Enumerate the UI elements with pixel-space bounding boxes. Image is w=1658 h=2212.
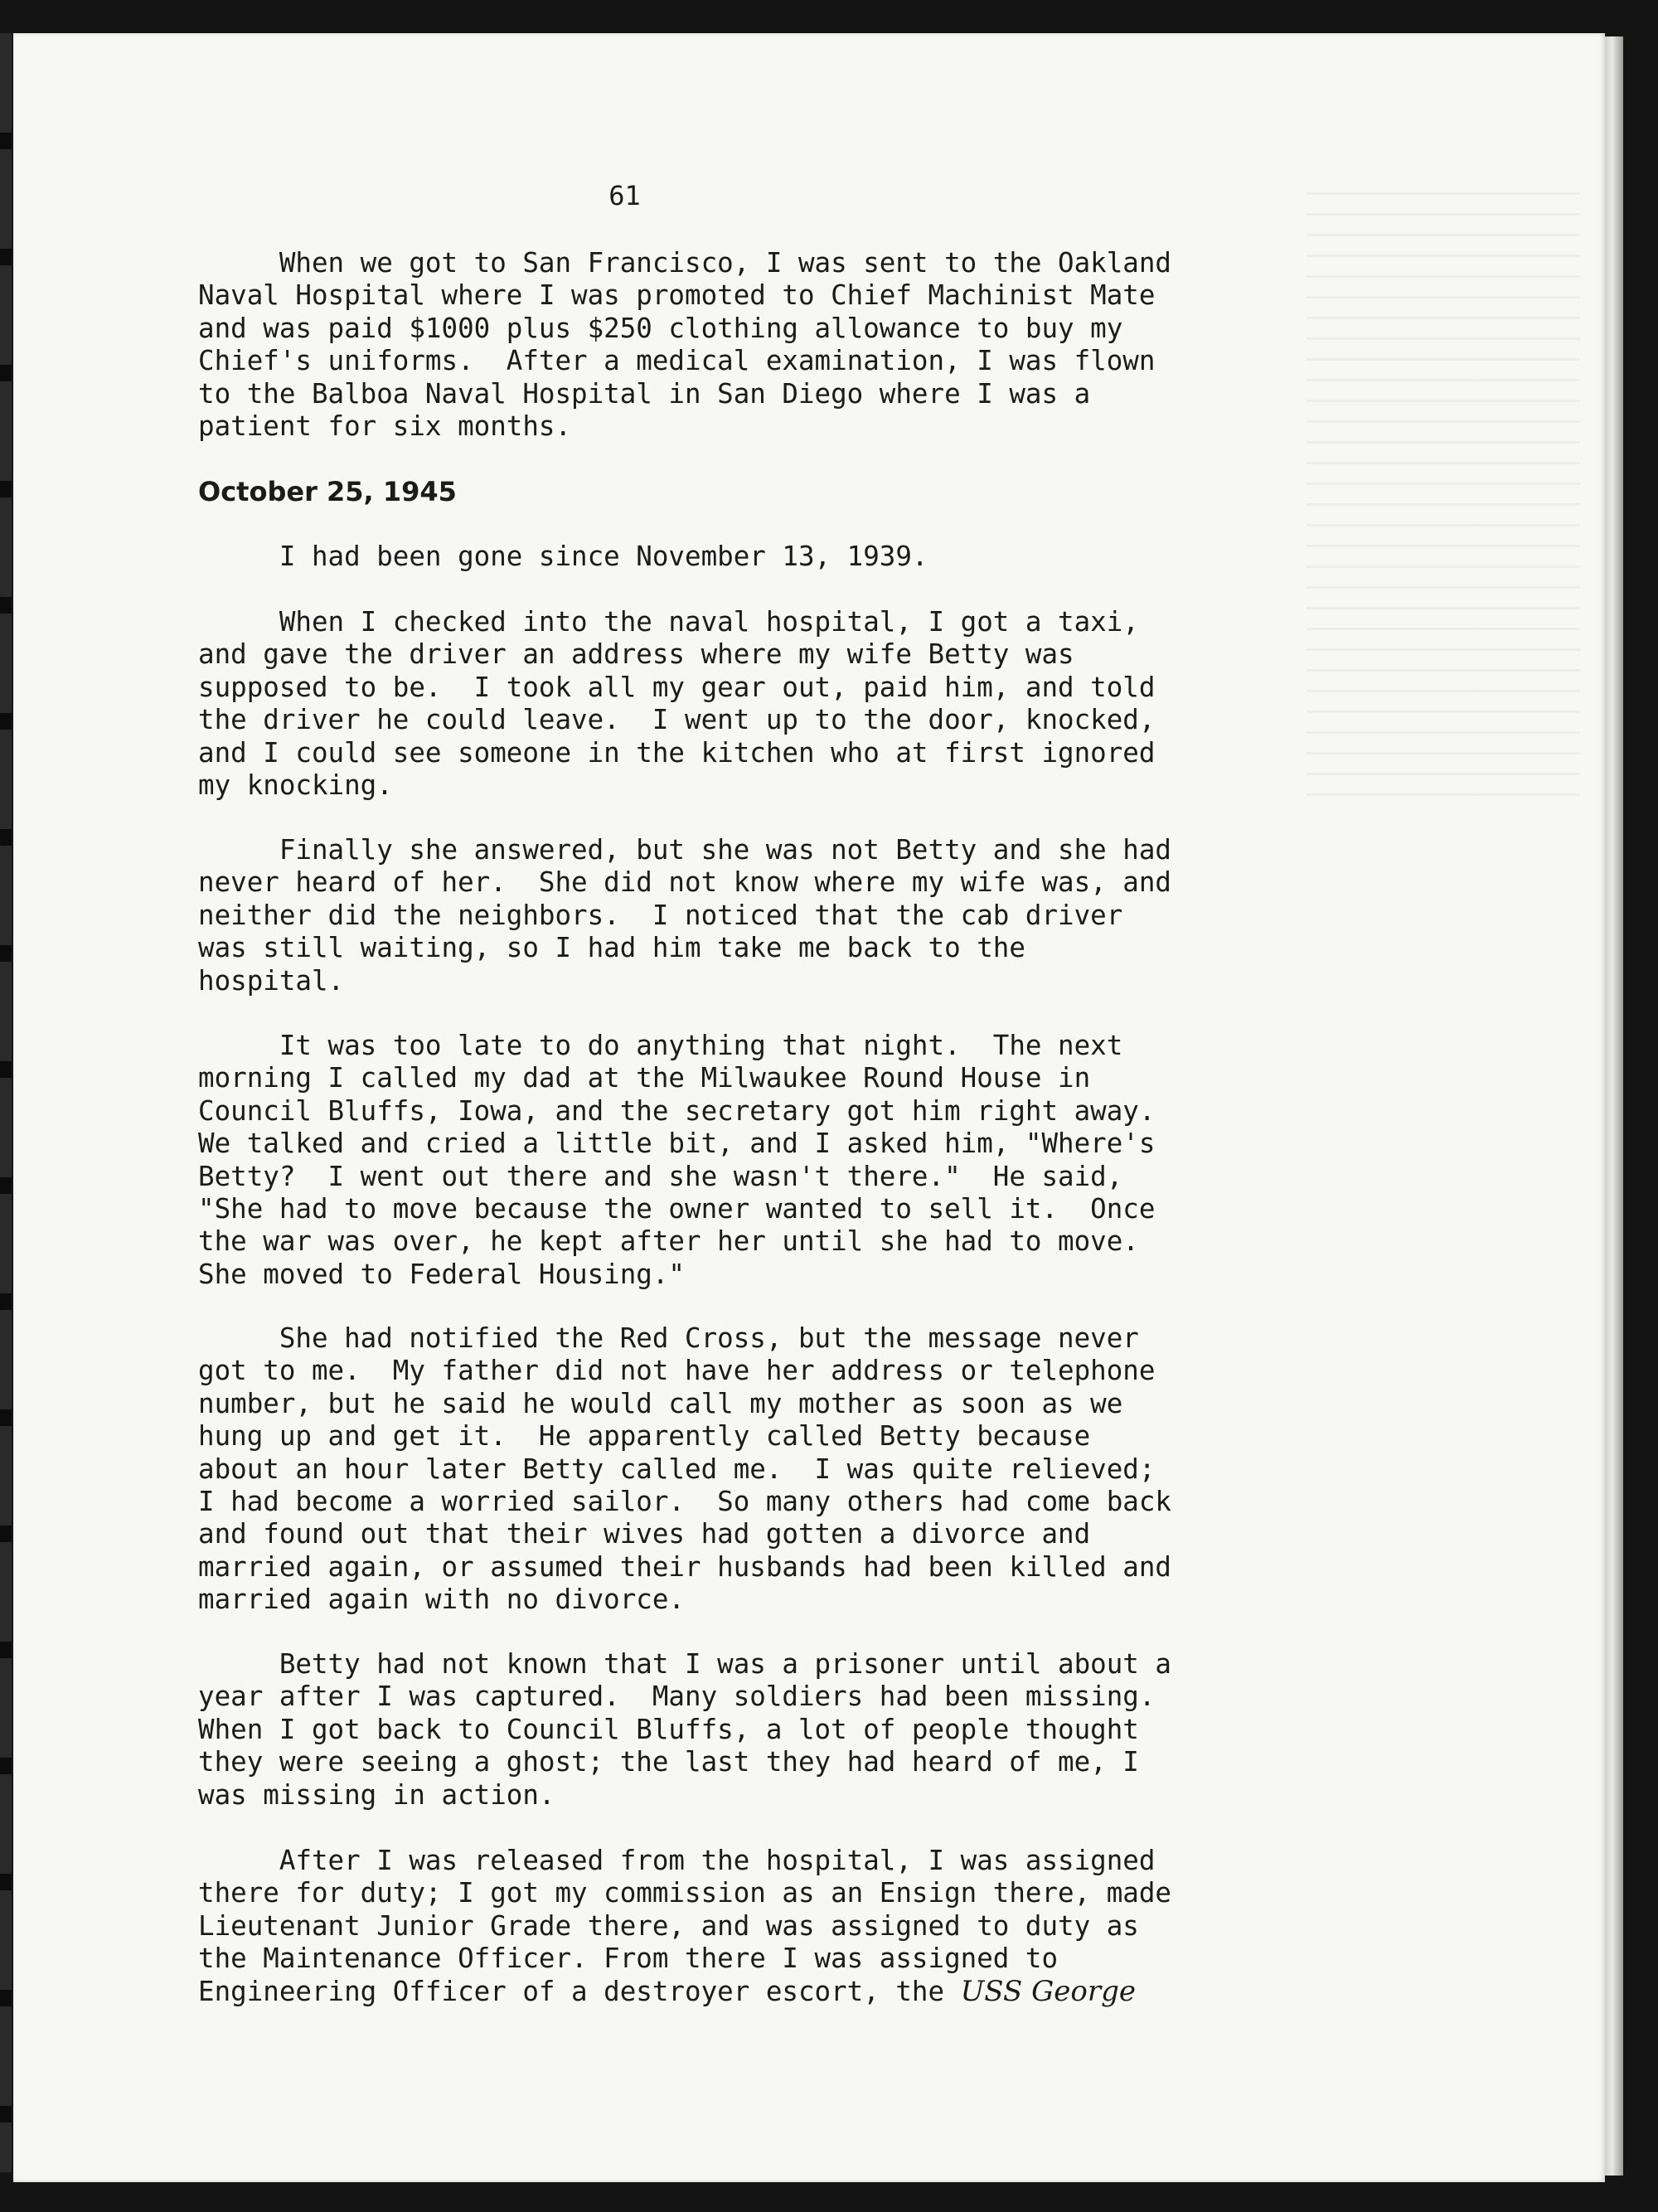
line: Engineering Officer of a destroyer escort, the xyxy=(198,1975,961,2007)
line: married again, or assumed their husbands had been killed and xyxy=(198,1550,1171,1583)
paragraph-red-cross xyxy=(198,1322,1400,1617)
line: Finally she answered, but she was not Betty and she had xyxy=(198,834,1171,866)
line: year after I was captured. Many soldiers had been missing. xyxy=(198,1681,1156,1713)
line: they were seeing a ghost; the last they had heard of me, I xyxy=(198,1746,1139,1778)
line: and gave the driver an address where my wife Betty was xyxy=(198,638,1074,671)
page-number: 61 xyxy=(608,180,641,211)
line: When we got to San Francisco, I was sent to the Oakland xyxy=(198,247,1171,279)
line: was missing in action. xyxy=(198,1778,555,1811)
paragraph-gone-since xyxy=(198,541,1400,573)
line: to the Balboa Naval Hospital in San Diego where I was a xyxy=(198,377,1091,410)
binding-edge xyxy=(0,33,12,2172)
line: never heard of her. She did not know where my wife was, and xyxy=(198,866,1171,899)
line: She moved to Federal Housing." xyxy=(198,1258,685,1290)
line: morning I called my dad at the Milwaukee Round House in xyxy=(198,1062,1091,1094)
line: got to me. My father did not have her address or telephone xyxy=(198,1355,1156,1387)
paragraph-released xyxy=(198,1845,1400,2008)
line: Lieutenant Junior Grade there, and was assigned to duty as xyxy=(198,1909,1139,1942)
paragraph-finally xyxy=(198,834,1400,997)
line: "She had to move because the owner wanted to sell it. Once xyxy=(198,1193,1156,1225)
paragraph-too-late xyxy=(198,1030,1400,1291)
line: hospital. xyxy=(198,964,345,997)
line: Betty? I went out there and she wasn't there." He said, xyxy=(198,1160,1123,1192)
line: Chief's uniforms. After a medical examination, I was flown xyxy=(198,345,1156,377)
line: I had been gone since November 13, 1939. xyxy=(198,541,928,572)
line: It was too late to do anything that night. The next xyxy=(198,1030,1123,1061)
line: I had become a worried sailor. So many others had come back xyxy=(198,1486,1171,1518)
document-page xyxy=(13,33,1605,2182)
line: number, but he said he would call my mother as soon as we xyxy=(198,1387,1123,1419)
line: and found out that their wives had gotten a divorce and xyxy=(198,1518,1091,1550)
paragraph-prisoner xyxy=(198,1648,1400,1812)
paragraph-checked-in xyxy=(198,606,1400,802)
line: the driver he could leave. I went up to the door, knocked, xyxy=(198,704,1156,736)
line: She had notified the Red Cross, but the message never xyxy=(198,1322,1139,1354)
line: about an hour later Betty called me. I was quite relieved; xyxy=(198,1453,1156,1485)
line: When I checked into the naval hospital, I got a taxi, xyxy=(198,606,1139,638)
page-edge xyxy=(1605,36,1623,2176)
line: was still waiting, so I had him take me back to the xyxy=(198,932,1025,964)
line: married again with no divorce. xyxy=(198,1584,685,1616)
line: supposed to be. I took all my gear out, paid him, and told xyxy=(198,671,1156,703)
line-with-handwriting xyxy=(198,1976,1136,2007)
line: and I could see someone in the kitchen who at first ignored xyxy=(198,736,1156,769)
line: After I was released from the hospital, I was assigned xyxy=(198,1845,1156,1876)
paragraph-arrival xyxy=(198,247,1400,443)
line: We talked and cried a little bit, and I asked him, "Where's xyxy=(198,1128,1156,1160)
line: my knocking. xyxy=(198,769,393,802)
line: and was paid $1000 plus $250 clothing allowance to buy my xyxy=(198,312,1123,344)
line: Council Bluffs, Iowa, and the secretary got him right away. xyxy=(198,1094,1156,1127)
line: the Maintenance Officer. From there I was assigned to xyxy=(198,1943,1059,1975)
line: the war was over, he kept after her until she had to move. xyxy=(198,1225,1139,1258)
line: there for duty; I got my commission as an Ensign there, made xyxy=(198,1877,1171,1909)
handwritten-ship-name: USS George xyxy=(960,1974,1136,2008)
line: Betty had not known that I was a prisoner until about a xyxy=(198,1648,1171,1680)
line: Naval Hospital where I was promoted to Chief Machinist Mate xyxy=(198,279,1156,312)
line: hung up and get it. He apparently called Betty because xyxy=(198,1420,1091,1453)
line: neither did the neighbors. I noticed that the cab driver xyxy=(198,899,1123,931)
date-heading: October 25, 1945 xyxy=(198,476,457,507)
line: When I got back to Council Bluffs, a lot of people thought xyxy=(198,1713,1139,1745)
line: patient for six months. xyxy=(198,410,572,443)
